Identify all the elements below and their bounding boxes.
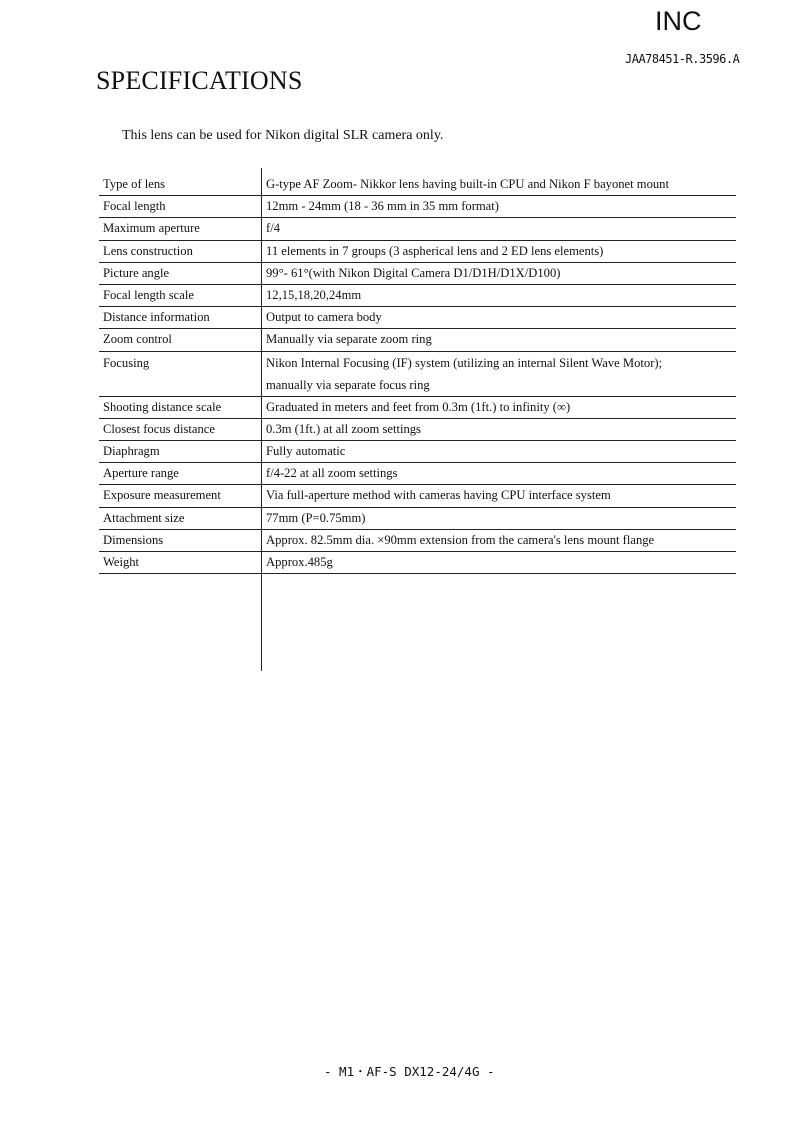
spec-label: Type of lens — [99, 174, 262, 196]
spec-label: Exposure measurement — [99, 485, 262, 507]
company-mark: INC — [655, 6, 702, 36]
spec-value — [262, 351, 737, 396]
spec-label: Distance information — [99, 307, 262, 329]
spec-table — [99, 174, 736, 671]
spec-label: Focusing — [99, 351, 262, 396]
spec-value: Graduated in meters and feet from 0.3m (1ft.) to infinity (∞) — [262, 396, 737, 418]
spec-value-line: Nikon Internal Focusing (IF) system (utilizing an internal Silent Wave Motor); — [266, 355, 663, 370]
spec-value: 99°- 61°(with Nikon Digital Camera D1/D1H/D1X/D100) — [262, 262, 737, 284]
table-row — [99, 485, 736, 507]
table-row — [99, 463, 736, 485]
spec-label: Diaphragm — [99, 441, 262, 463]
table-row — [99, 351, 736, 396]
spec-label: Focal length — [99, 196, 262, 218]
page-title: SPECIFICATIONS — [96, 66, 303, 95]
spec-value: 12,15,18,20,24mm — [262, 285, 737, 307]
table-empty-row — [99, 574, 736, 672]
spec-label: Shooting distance scale — [99, 396, 262, 418]
spec-label: Lens construction — [99, 240, 262, 262]
table-row — [99, 174, 736, 196]
table-row — [99, 307, 736, 329]
intro-text: This lens can be used for Nikon digital SLR camera only. — [122, 128, 444, 143]
spec-label: Zoom control — [99, 329, 262, 351]
spec-value: 12mm - 24mm (18 - 36 mm in 35 mm format) — [262, 196, 737, 218]
spec-value: 0.3m (1ft.) at all zoom settings — [262, 418, 737, 440]
document-number: JAA78451-R.3596.A — [625, 52, 740, 66]
empty-cell — [99, 574, 262, 672]
table-row — [99, 196, 736, 218]
table-row — [99, 329, 736, 351]
table-row — [99, 529, 736, 551]
spec-label: Picture angle — [99, 262, 262, 284]
table-row — [99, 262, 736, 284]
table-row — [99, 507, 736, 529]
spec-label: Weight — [99, 552, 262, 574]
spec-value: 11 elements in 7 groups (3 aspherical lens and 2 ED lens elements) — [262, 240, 737, 262]
spec-label: Dimensions — [99, 529, 262, 551]
table-row — [99, 418, 736, 440]
table-row — [99, 396, 736, 418]
spec-label: Focal length scale — [99, 285, 262, 307]
table-row — [99, 441, 736, 463]
spec-label: Maximum aperture — [99, 218, 262, 240]
spec-label: Attachment size — [99, 507, 262, 529]
table-row — [99, 240, 736, 262]
spec-value: Via full-aperture method with cameras having CPU interface system — [262, 485, 737, 507]
table-row — [99, 285, 736, 307]
spec-value: Output to camera body — [262, 307, 737, 329]
table-row — [99, 218, 736, 240]
spec-value: G-type AF Zoom- Nikkor lens having built-in CPU and Nikon F bayonet mount — [262, 174, 737, 196]
spec-value: 77mm (P=0.75mm) — [262, 507, 737, 529]
spec-value: f/4-22 at all zoom settings — [262, 463, 737, 485]
spec-label: Closest focus distance — [99, 418, 262, 440]
empty-cell — [262, 574, 737, 672]
spec-value: Approx. 82.5mm dia. ×90mm extension from the camera's lens mount flange — [262, 529, 737, 551]
spec-label: Aperture range — [99, 463, 262, 485]
spec-value: f/4 — [262, 218, 737, 240]
spec-value: Fully automatic — [262, 441, 737, 463]
spec-value-line: manually via separate focus ring — [266, 377, 430, 392]
table-row — [99, 552, 736, 574]
page-footer: - M1・AF-S DX12-24/4G - — [324, 1064, 495, 1079]
spec-value: Manually via separate zoom ring — [262, 329, 737, 351]
spec-value: Approx.485g — [262, 552, 737, 574]
